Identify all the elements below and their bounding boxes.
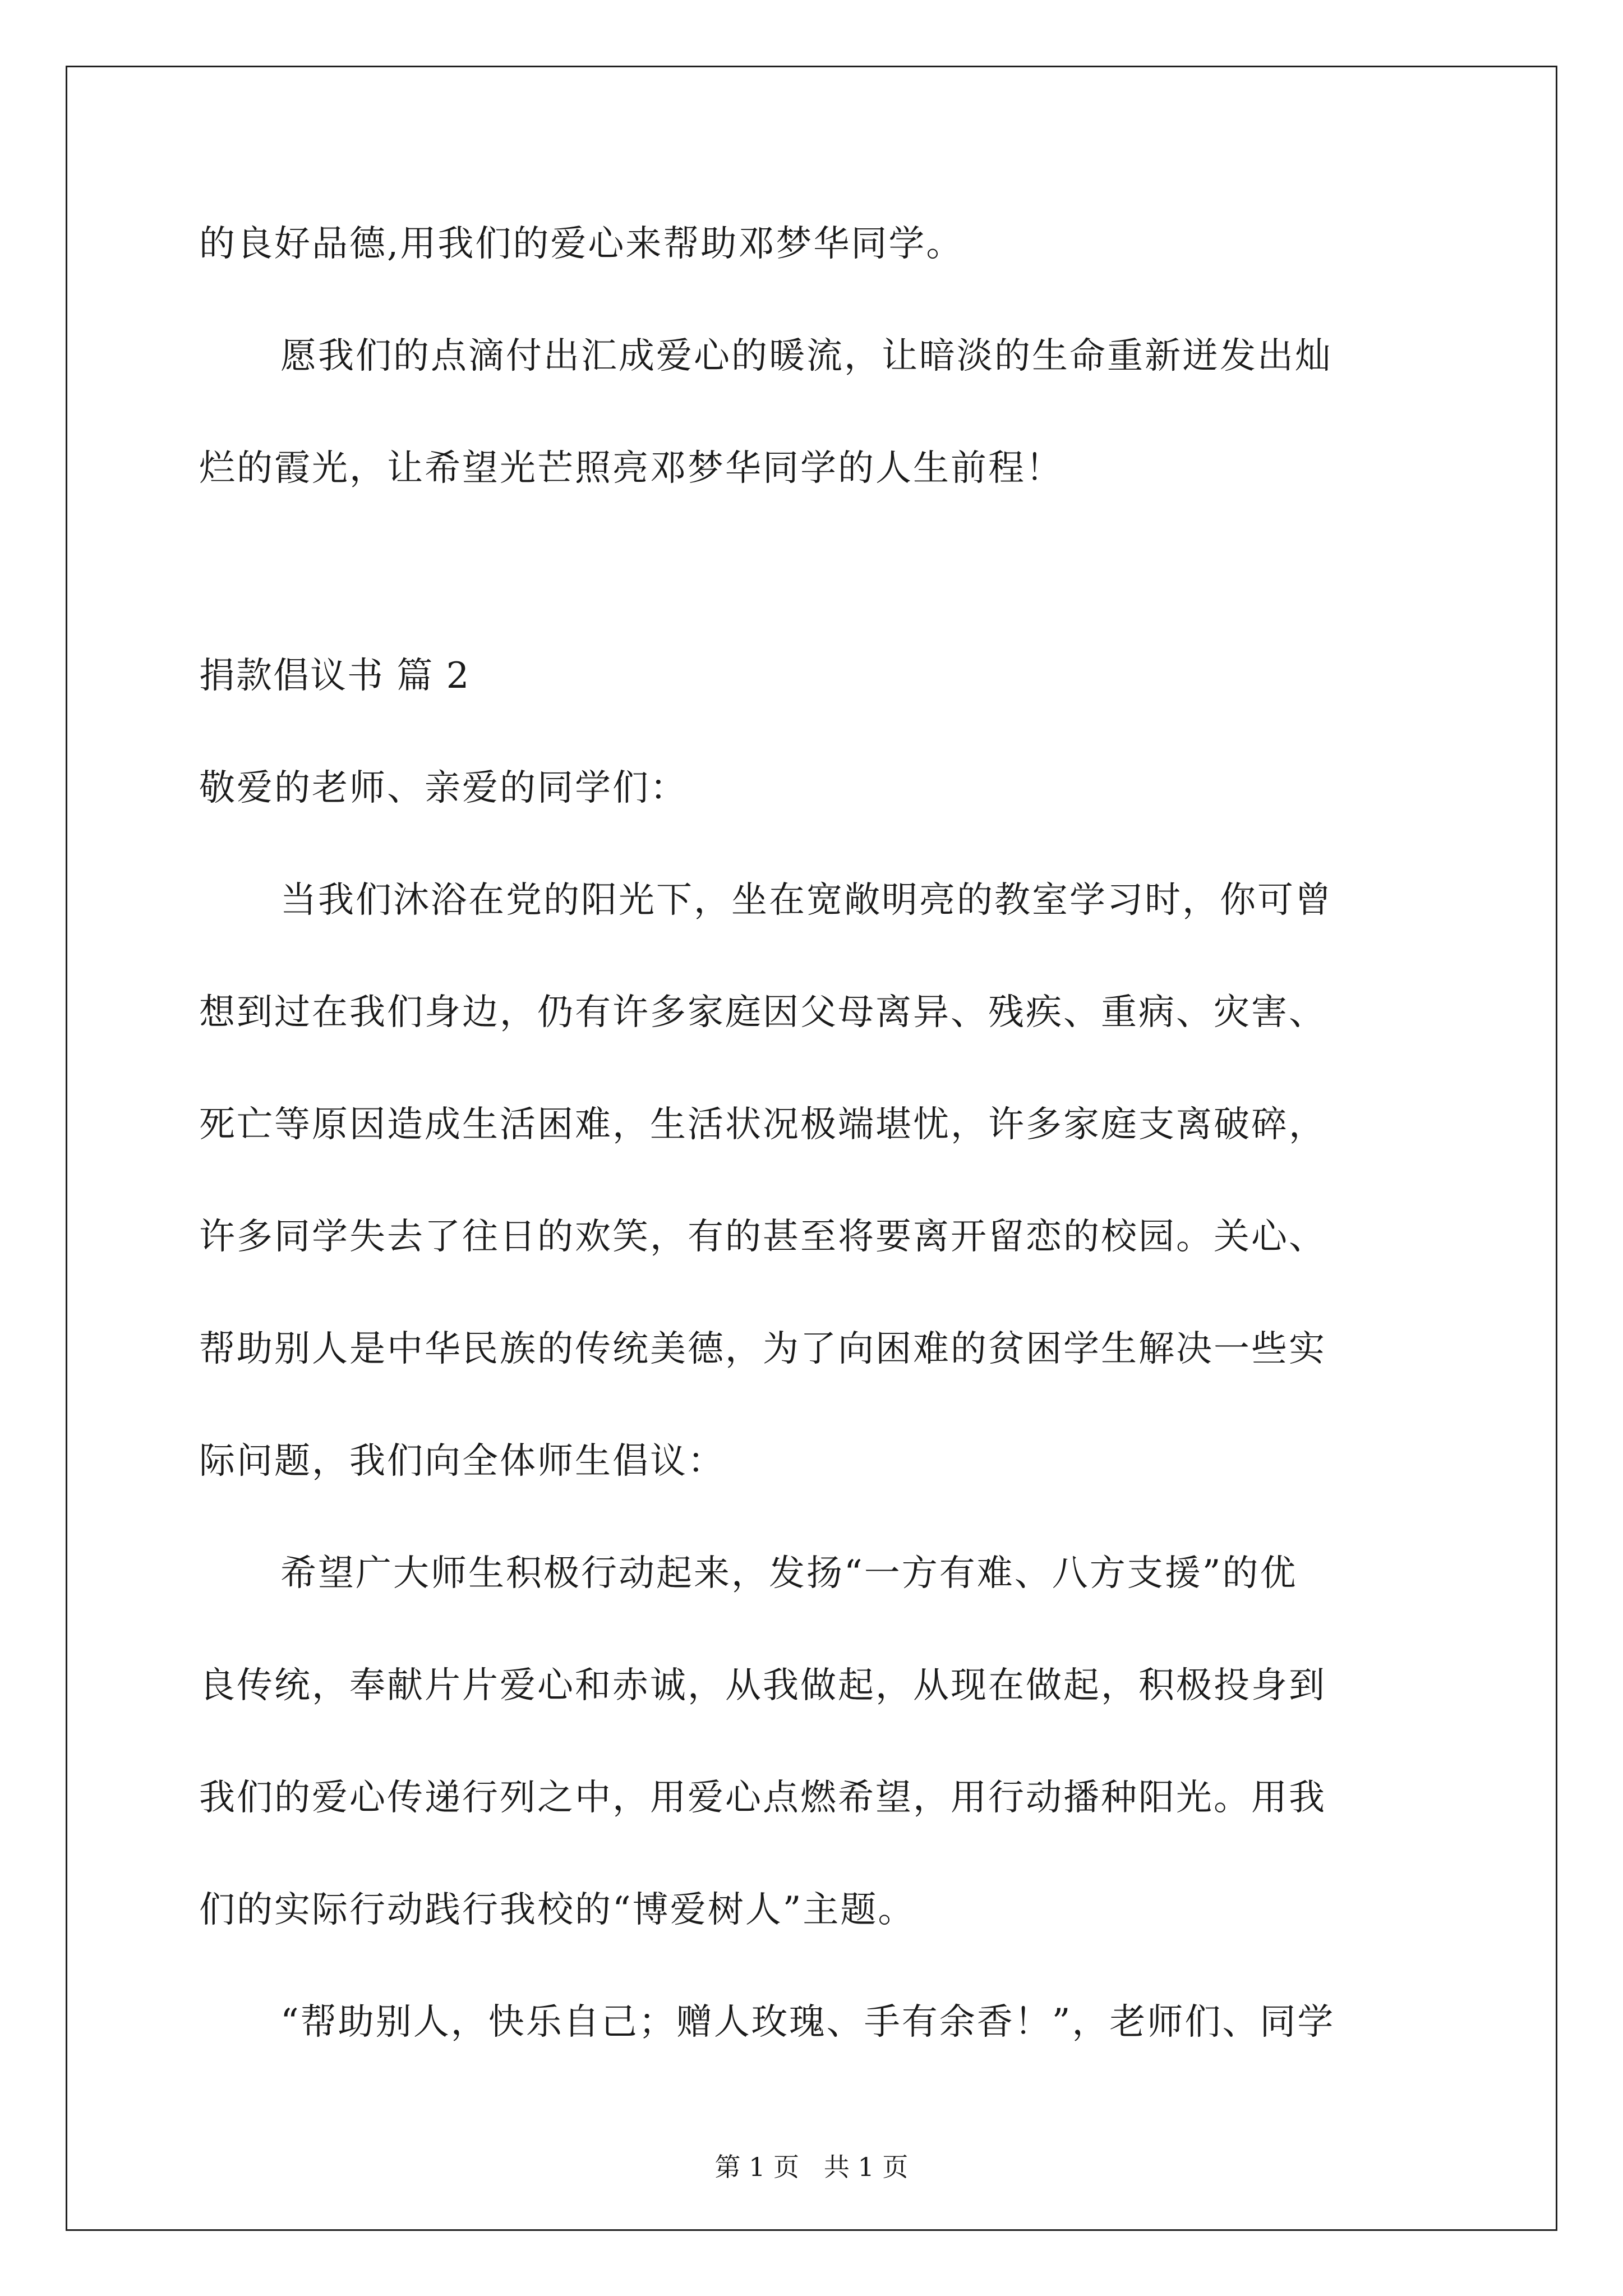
body-line: 希望广大师生积极行动起来，发扬“一方有难、八方支援”的优 [280, 1553, 1298, 1594]
body-line: 们的实际行动践行我校的“博爱树人”主题。 [199, 1889, 916, 1931]
body-line: 死亡等原因造成生活困难，生活状况极端堪忧，许多家庭支离破碎， [199, 1104, 1326, 1145]
body-line: 当我们沐浴在党的阳光下，坐在宽敞明亮的教室学习时，你可曾 [280, 880, 1332, 921]
salutation: 敬爱的老师、亲爱的同学们： [199, 767, 688, 809]
body-line: 许多同学失去了往日的欢笑，有的甚至将要离开留恋的校园。关心、 [199, 1216, 1326, 1258]
body-line: 我们的爱心传递行列之中，用爱心点燃希望，用行动播种阳光。用我 [199, 1777, 1326, 1819]
body-line: 的良好品德,用我们的爱心来帮助邓梦华同学。 [199, 223, 964, 265]
body-line: 际问题，我们向全体师生倡议： [199, 1441, 725, 1482]
page-number-footer: 第 1 页 共 1 页 [714, 2152, 909, 2182]
body-line: 想到过在我们身边，仍有许多家庭因父母离异、残疾、重病、灾害、 [199, 992, 1326, 1033]
body-line: 帮助别人是中华民族的传统美德，为了向困难的贫困学生解决一些实 [199, 1328, 1326, 1370]
body-line: 良传统，奉献片片爱心和赤诚，从我做起，从现在做起，积极投身到 [199, 1665, 1326, 1706]
body-line: 愿我们的点滴付出汇成爱心的暖流，让暗淡的生命重新迸发出灿 [280, 335, 1332, 377]
body-line: “帮助别人，快乐自己；赠人玫瑰、手有余香！”，老师们、同学 [280, 2001, 1335, 2043]
section-heading: 捐款倡议书 篇 2 [199, 655, 471, 697]
body-line: 烂的霞光，让希望光芒照亮邓梦华同学的人生前程！ [199, 448, 1063, 489]
